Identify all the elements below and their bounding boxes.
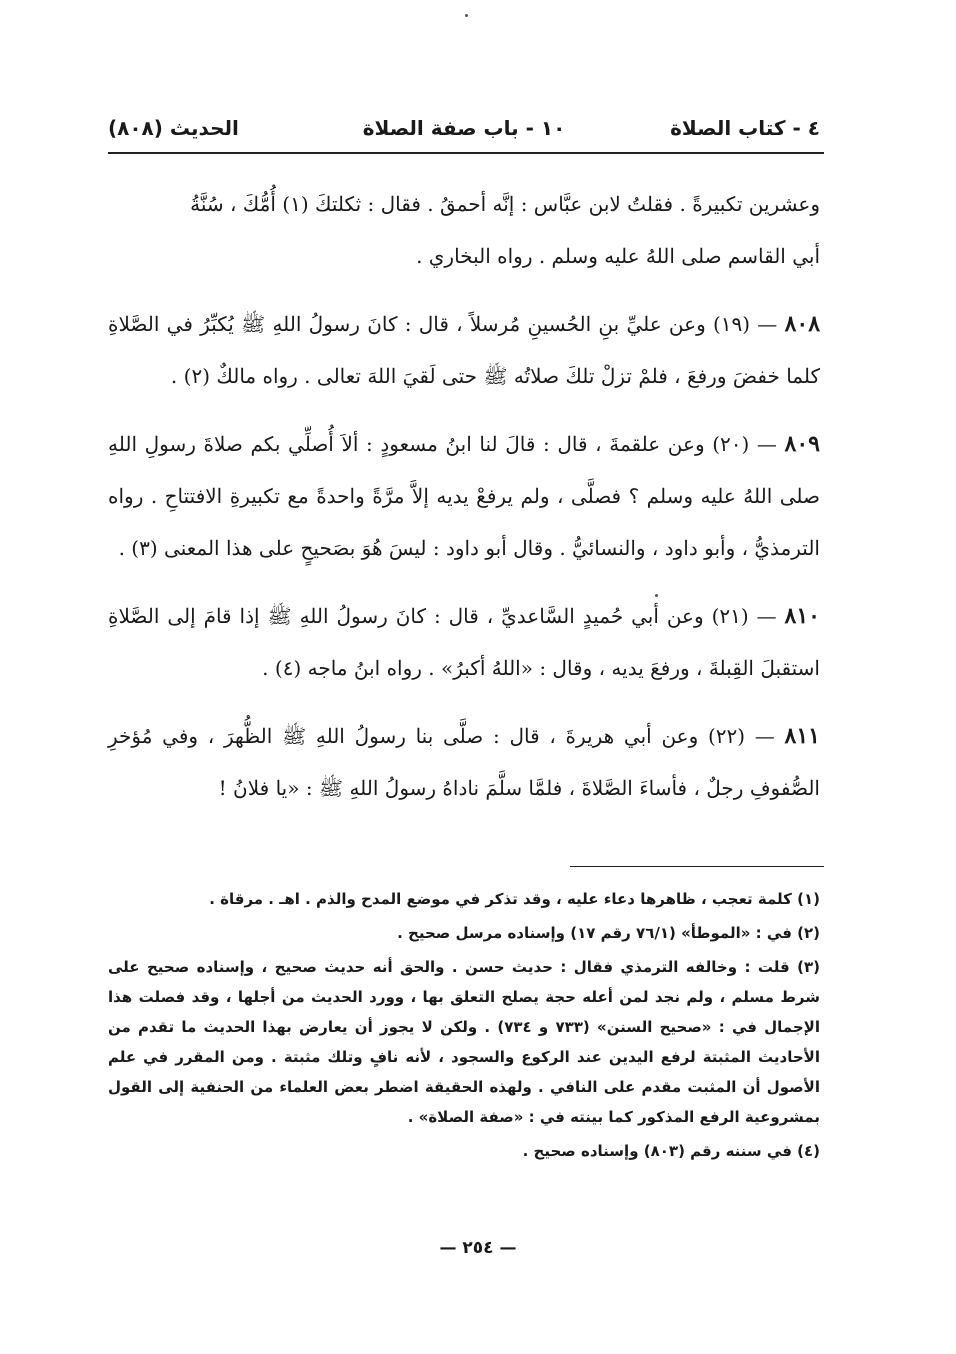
hadith-810-number: ٨١٠ [784, 603, 820, 629]
hadith-809 [108, 418, 820, 574]
header-rule [108, 152, 824, 154]
footnote-3: (٣) قلت : وخالفه الترمذي فقال : حديث حسن . والحق أنه حديث صحيح ، وإسناده صحيح على شرط مسلم ، ولم نجد لمن أعله حجة يصلح التعلق بها ، وورد الحديث من أجلها ، وقد فصلت هذا الإجمال في : «صحيح السنن» (٧٣٣ و ٧٣٤) . ولكن لا يجوز أن يعارض بهذا الحديث ما تقدم من الأحاديث المثبتة لرفع اليدين عند الركوع والسجود ، لأنه نافٍ وتلك مثبتة . ومن المقرر في علم الأصول أن المثبت مقدم على النافي . ولهذه الحقيقة اضطر بعض العلماء من الحنفية إلى القول بمشروعية الرفع المذكور كما بينته في : «صفة الصلاة» . [108, 958, 820, 1126]
continuation-line-2: أبي القاسم صلى اللهُ عليه وسلم . رواه البخاري . [416, 244, 820, 268]
footnote-1: (١) كلمة تعجب ، ظاهرها دعاء عليه ، وقد تذكر في موضع المدح والذم . اهـ . مرقاة . [209, 890, 820, 908]
scan-speck [465, 14, 468, 17]
hadith-808-number: ٨٠٨ [784, 311, 821, 337]
hadith-811-number: ٨١١ [784, 723, 820, 749]
footnote-rule [570, 866, 824, 867]
footnote-2: (٢) في : «الموطأ» (٧٦/١ رقم ١٧) وإسناده مرسل صحيح . [397, 924, 820, 942]
hadith-808 [108, 298, 820, 402]
hadith-811 [108, 710, 820, 814]
hadith-808-text: — (١٩) وعن عليِّ بنِ الحُسينِ مُرسلاً ، قال : كانَ رسولُ اللهِ ﷺ يُكبِّرُ في الصَّلاةِ كلما خفضَ ورفعَ ، فلمْ تزلْ تلكَ صلاتُه ﷺ حتى لَقيَ اللهَ تعالى . رواه مالكٌ (٢) . [108, 312, 820, 388]
hadith-810-text: — (٢١) وعن أبي حُميدٍ السَّاعديِّ ، قال : كانَ رسولُ اللهِ ﷺ إذا قامَ إلى الصَّلاةِ استقبلَ القِبلةَ ، ورفعَ يديه ، وقال : «اللهُ أكبرُ» . رواه ابنُ ماجه (٤) . [108, 604, 820, 680]
hadith-810 [108, 590, 820, 694]
hadith-809-number: ٨٠٩ [784, 431, 820, 457]
section-title: ١٠ - باب صفة الصلاة [362, 116, 566, 140]
continuation-line-1: وعشرين تكبيرةً . فقلتُ لابن عبَّاس : إنَّه أحمقُ . فقال : ثكلتكَ (١) أُمُّكَ ، سُنَّةُ [190, 192, 820, 216]
chapter-title: ٤ - كتاب الصلاة [670, 116, 820, 140]
footnote-4: (٤) في سننه رقم (٨٠٣) وإسناده صحيح . [522, 1142, 820, 1160]
hadith-811-text: — (٢٢) وعن أبي هريرةَ ، قال : صلَّى بنا رسولُ اللهِ ﷺ الظُّهرَ ، وفي مُؤخرِ الصُّفوفِ رجلٌ ، فأساءَ الصَّلاةَ ، فلمَّا سلَّمَ ناداهُ رسولُ اللهِ ﷺ : «يا فلانُ ! [108, 724, 820, 800]
main-text [108, 178, 820, 830]
hadith-809-text: — (٢٠) وعن علقمةَ ، قال : قالَ لنا ابنُ مسعودٍ : ألاَ أُصلِّي بكم صلاةَ رسولِ اللهِ صلى اللهُ عليه وسلم ؟ فصلَّى ، ولم يرفعْ يديه إلاَّ مرَّةً واحدةً مع تكبيرةِ الافتتاحِ . رواه الترمذيُّ ، وأبو داود ، والنسائيُّ . وقال أبو داود : ليسَ هُوَ بصَحيحٍ على هذا المعنى (٣) . [108, 432, 820, 560]
running-header [108, 110, 820, 146]
footnotes [108, 884, 820, 1170]
hadith-number-header: الحديث (٨٠٨) [108, 116, 239, 140]
page-number: — ٢٥٤ — [439, 1238, 517, 1258]
paragraph-continuation [108, 178, 820, 282]
